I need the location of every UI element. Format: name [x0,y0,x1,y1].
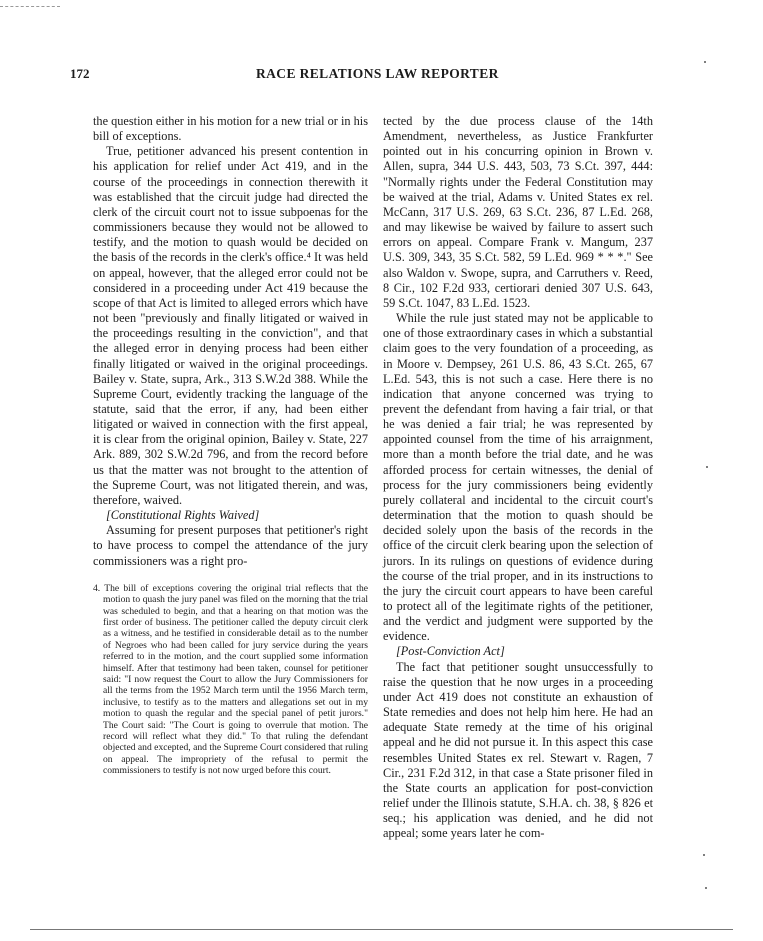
paragraph: tected by the due process clause of the 14th Amendment, nevertheless, as Justice Frankfurter pointed out in his concurring opinion in Brown v. Allen, supra, 344 U.S. 443, 503, 73 S.Ct. 397, 444: "Normally rights under the Federal Constitution may be waived at the trial, Adams v. United States ex rel. McCann, 317 U.S. 269, 63 S.Ct. 236, 87 L.Ed. 268, and may likewise be waived by failure to assert such errors on appeal. Compare Frank v. Mangum, 237 U.S. 309, 343, 35 S.Ct. 582, 59 L.Ed. 969 * * *." See also Waldon v. Swope, supra, and Carruthers v. Reed, 8 Cir., 102 F.2d 933, certiorari denied 307 U.S. 643, 59 S.Ct. 1047, 83 L.Ed. 1523. [383,114,653,310]
left-column [93,114,368,777]
page-number: 172 [70,66,90,81]
page-header [70,66,703,86]
scan-edge-mark [0,6,60,7]
footnote-text: The bill of exceptions covering the original trial reflects that the motion to quash the jury panel was filed on the morning that the trial was scheduled to begin, and that a hearing on that motion was the first order of business. The petitioner called the deputy circuit clerk as a witness, and he testified in considerable detail as to the number of Negroes who had been called for jury service during the years referred to in the motion, and the court supplied some information himself. After that testimony had been taken, counsel for petitioner said: "I now request the Court to allow the Jury Commissioners for all the terms from the 1952 March term until the 1956 March term, inclusive, to testify as to the matters and allegations set out in my motion to quash the regular and the special panel of petit jurors." The Court said: "The Court is going to overrule that motion. The record will reflect what they did." To that ruling the defendant objected and excepted, and the Supreme Court considered that ruling on appeal. The impropriety of the refusal to permit the commissioners to testify is not now urged before this court. [103,582,368,777]
page-bottom-rule [30,929,733,930]
right-column [383,114,653,842]
paragraph: While the rule just stated may not be applicable to one of those extraordinary cases in which a substantial claim goes to the very foundation of a proceeding, as in Moore v. Dempsey, 261 U.S. 86, 43 S.Ct. 265, 67 L.Ed. 543, this is not such a case. Here there is no indication that anyone concerned was trying to prevent the defendant from having a fair trial, or that he was denied a fair trial; he was represented by appointed counsel from the time of his arraignment, more than a month before the trial date, and he was afforded process for certain witnesses, the denial of process for the jury commissioners being evidently purely collateral and incidental to the circuit court's determination that the motion to quash should be decided solely upon the basis of the records in the office of the circuit clerk bearing upon the selection of jurors. In its rulings on questions of evidence during the course of the trial proper, and in its instructions to the jury the circuit court appears to have been careful to protect all of the legitimate rights of the petitioner, and the verdict and judgment were supported by the evidence. [383,311,653,644]
scan-speck [705,887,707,889]
scan-speck [704,61,706,63]
section-heading: [Constitutional Rights Waived] [106,508,260,523]
paragraph: Assuming for present purposes that petitioner's right to have process to compel the attendance of the jury commissioners was a right pro- [93,523,368,568]
paragraph: The fact that petitioner sought unsuccessfully to raise the question that he now urges in a proceeding under Act 419 does not constitute an exhaustion of State remedies and does not help him here. He had an adequate State remedy at the time of his original appeal and he did not pursue it. In this aspect this case resembles United States ex rel. Stewart v. Ragen, 7 Cir., 231 F.2d 312, in that case a State prisoner filed in the State courts an application for post-conviction relief under the Illinois statute, S.H.A. ch. 38, § 826 et seq.; his application was denied, and he did not appeal; some years later he com- [383,659,653,841]
paragraph: the question either in his motion for a new trial or in his bill of exceptions. [93,114,368,144]
running-head: RACE RELATIONS LAW REPORTER [256,66,499,81]
paragraph: True, petitioner advanced his present contention in his application for relief under Act 419, and in the course of the proceedings in connection therewith it was established that the circuit judge had directed the clerk of the circuit court not to issue subpoenas for the commissioners because they would not be allowed to testify, and the motion to quash would be decided on the basis of the records in the clerk's office.⁴ It was held on appeal, however, that the alleged error could not be considered in a proceeding under Act 419 because the scope of that Act is limited to alleged errors which have not been "previously and finally litigated or waived in the proceedings resulting in the conviction", and that the alleged error in denying process had been either finally litigated or waived in the original proceedings. Bailey v. State, supra, Ark., 313 S.W.2d 388. While the Supreme Court, evidently tracking the language of the statute, said that the error, if any, had been either litigated or waived in connection with the first appeal, it is clear from the original opinion, Bailey v. State, 227 Ark. 889, 302 S.W.2d 796, and from the record before us that the matter was not brought to the attention of the Supreme Court, was not litigated therein, and was, therefore, waived. [93,144,368,507]
scan-speck [706,466,708,468]
footnote [93,583,368,777]
section-heading: [Post-Conviction Act] [396,644,505,659]
scan-speck [703,854,705,856]
footnote-number: 4. [93,582,101,594]
